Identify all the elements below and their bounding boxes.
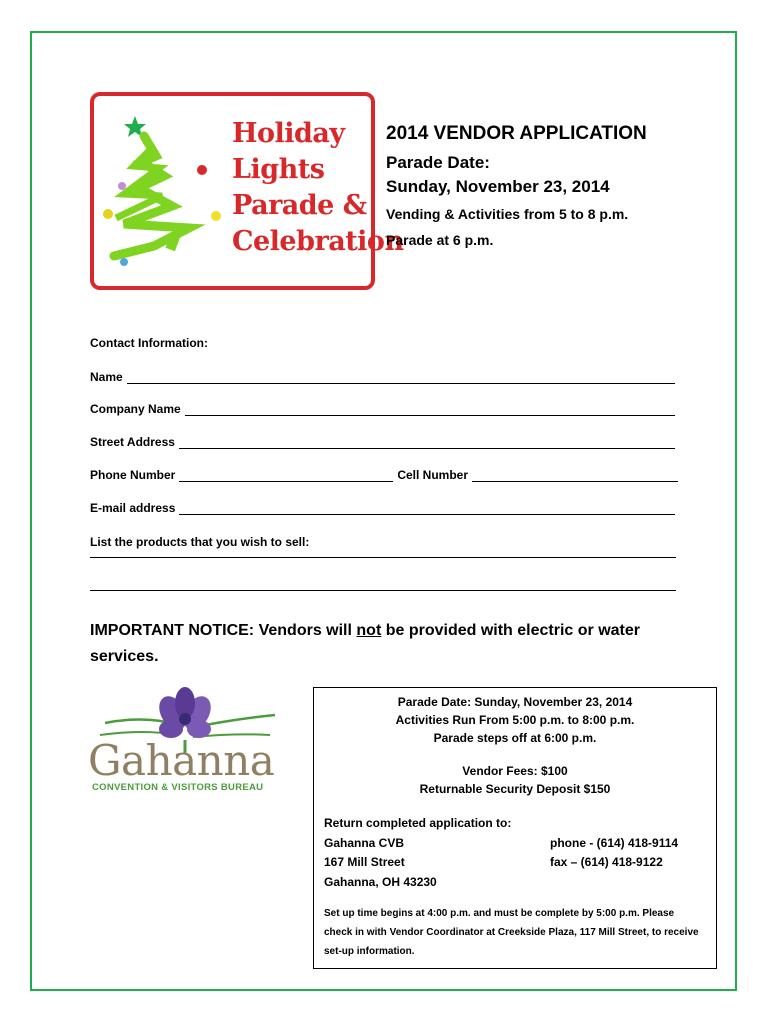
logo-line: Celebration [232,226,404,257]
company-line[interactable] [185,403,675,416]
parade-time: Parade at 6 p.m. [386,232,494,248]
street-label: Street Address [90,435,175,449]
contact-phone: phone - (614) 418-9114 [550,836,679,850]
name-line[interactable] [127,371,675,384]
phone-line[interactable] [179,469,393,482]
street-field[interactable] [90,435,675,449]
email-line[interactable] [179,502,675,515]
products-line[interactable] [90,557,676,558]
gahanna-wordmark: Gahanna [88,736,275,785]
street-line[interactable] [179,436,675,449]
contact-information-heading: Contact Information: [90,336,208,350]
parade-date-value: Sunday, November 23, 2014 [386,177,610,196]
cell-label: Cell Number [397,468,469,482]
phone-field[interactable] [90,468,678,482]
company-field[interactable] [90,402,675,416]
products-label: List the products that you wish to sell: [90,535,310,549]
notice-text: be provided with electric or water services. [90,622,640,665]
products-line[interactable] [90,590,676,591]
phone-label: Phone Number [90,468,176,482]
email-field[interactable] [90,501,675,515]
info-parade-start: Parade steps off at 6:00 p.m. [433,731,597,745]
setup-instructions: Set up time begins at 4:00 p.m. and must be complete by 5:00 p.m. Please check in with Vendor Coordinator at Creekside Plaza, 117 Mill Street, to receive set-up information. [324,908,699,957]
address-line-1: Gahanna CVB [324,836,405,850]
products-field [90,535,309,549]
vending-hours: Vending & Activities from 5 to 8 p.m. [386,206,629,222]
company-label: Company Name [90,402,181,416]
email-label: E-mail address [90,501,176,515]
logo-title [232,116,404,260]
name-field[interactable] [90,370,675,384]
logo-line: Lights [232,154,325,185]
logo-line: Parade & [232,190,367,221]
address-line-3: Gahanna, OH 43230 [324,875,437,889]
application-title: 2014 VENDOR APPLICATION [386,123,647,144]
logo-line: Holiday [232,118,345,149]
contact-fax: fax – (614) 418-9122 [550,855,663,869]
info-parade-date: Parade Date: Sunday, November 23, 2014 [397,695,633,709]
parade-date-label: Parade Date: [386,153,490,172]
holiday-lights-logo [90,92,404,290]
info-activities: Activities Run From 5:00 p.m. to 8:00 p.m. [395,713,635,727]
gahanna-subtitle: CONVENTION & VISITORS BUREAU [92,782,264,793]
cell-line[interactable] [472,469,678,482]
name-label: Name [90,370,123,384]
notice-text: IMPORTANT NOTICE: Vendors will [90,622,357,639]
event-info-box [313,687,717,969]
important-notice [90,618,670,670]
info-vendor-fees: Vendor Fees: $100 [462,764,568,778]
address-line-2: 167 Mill Street [324,855,405,869]
info-deposit: Returnable Security Deposit $150 [419,782,611,796]
notice-emphasis: not [356,622,382,639]
return-label: Return completed application to: [324,816,512,830]
